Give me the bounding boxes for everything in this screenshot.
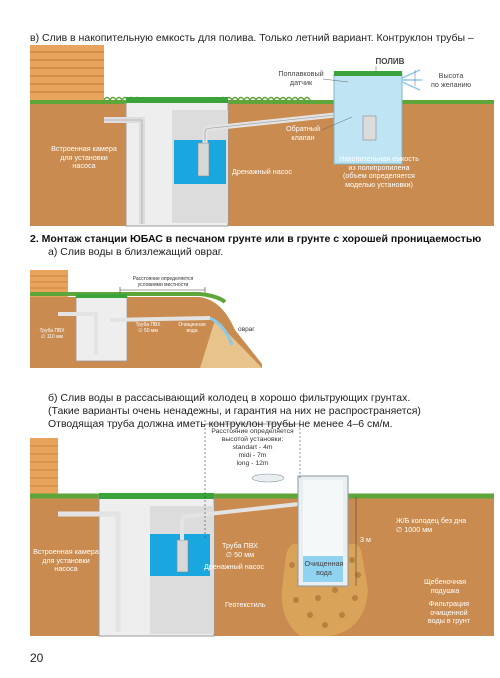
label-clean-water-b: Очищенная вода (304, 559, 344, 577)
caption-b-line2: (Такие варианты очень ненадежны, и гарантия на них не распространяется) (48, 405, 421, 417)
caption-a: а) Слив воды в близлежащий овраг. (48, 246, 224, 258)
caption-b-line3: Отводящая труба должна иметь контруклон трубы не менее 4–6 см/м. (48, 418, 393, 430)
label-poliv: ПОЛИВ (375, 57, 405, 66)
label-distance-b: Расстояние определяется высотой установки: standart - 4m midi - 7m long - 12m (211, 428, 294, 467)
section-2-heading: 2. Монтаж станции ЮБАС в песчаном грунте или в грунте с хорошей проницаемостью (30, 233, 482, 245)
label-well: Ж/Б колодец без дна ∅ 1000 мм (396, 516, 467, 534)
label-filtration: Фильтрация очищенной воды в грунт (427, 599, 471, 625)
caption-v: в) Слив в накопительную емкость для полива. Только летний вариант. Контруклон трубы – (30, 32, 474, 44)
label-3m: 3 м (360, 535, 371, 544)
label-check-valve: Обратный клапан (286, 124, 320, 142)
label-geotextile: Геотекстиль (225, 600, 266, 609)
label-height: Высота по желанию (430, 71, 472, 89)
label-chamber-v: Встроенная камера для установки насоса (51, 144, 117, 170)
label-drain-pump-b: Дренажный насос (204, 562, 265, 571)
label-pipe-pvc-b: Труба ПВХ ∅ 50 мм (222, 541, 258, 559)
label-distance-a: Расстояние определяется условиями местности (132, 276, 194, 288)
caption-b-line1: б) Слив воды в рассасывающий колодец в хорошо фильтрующих грунтах. (48, 392, 411, 404)
label-clean-water-a: Очищенная вода (178, 322, 206, 334)
label-ravine: овраг (238, 326, 255, 333)
label-pipe-pvc-a2: Труба ПВХ ∅ 50 мм (135, 322, 161, 334)
label-pipe-pvc-a: Труба ПВХ ∅ 110 мм (39, 328, 65, 340)
page-number: 20 (30, 651, 44, 665)
label-drain-pump-v: Дренажный насос (232, 167, 293, 176)
label-storage-tank: Накопительная емкость из полипропилена (объем определяется моделью установки) (339, 154, 419, 189)
label-float-sensor: Поплавковый датчик (278, 69, 324, 87)
label-chamber-b: Встроенная камера для установки насоса (33, 547, 99, 573)
label-gravel: Щебеночная подушка (423, 577, 467, 595)
